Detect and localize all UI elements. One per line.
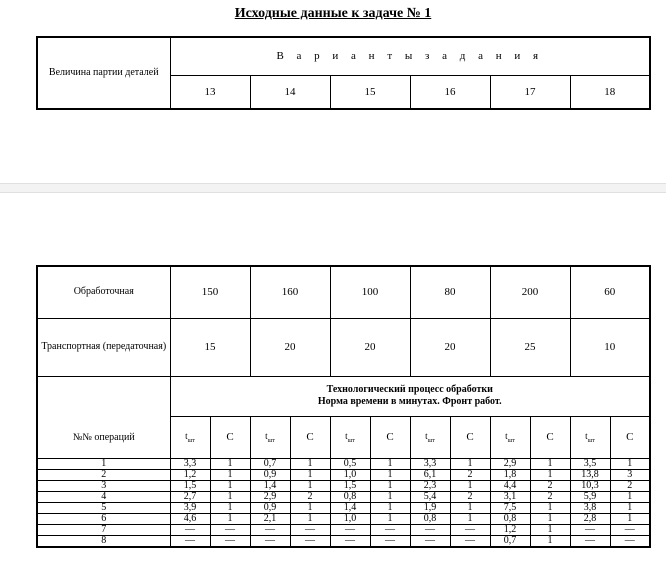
batch-row bbox=[37, 318, 650, 376]
c-cell: 3 bbox=[610, 469, 650, 480]
operation-number: 1 bbox=[37, 458, 170, 469]
t-sht-cell: 1,8 bbox=[490, 469, 530, 480]
variant-number-cell: 15 bbox=[330, 75, 410, 109]
t-symbol: t bbox=[345, 430, 348, 441]
c-cell: 1 bbox=[610, 513, 650, 524]
c-header: C bbox=[370, 416, 410, 458]
t-sht-cell: 13,8 bbox=[570, 469, 610, 480]
process-title-line1: Технологический процесс обработки bbox=[326, 384, 493, 395]
c-cell: 1 bbox=[450, 502, 490, 513]
c-cell: 1 bbox=[370, 491, 410, 502]
t-sht-cell: 1,4 bbox=[250, 480, 290, 491]
c-cell: 1 bbox=[290, 513, 330, 524]
process-title-line2: Норма времени в минутах. Фронт работ. bbox=[317, 396, 502, 407]
variant-number-cell: 17 bbox=[490, 75, 570, 109]
c-cell: 1 bbox=[210, 491, 250, 502]
c-cell: 1 bbox=[610, 458, 650, 469]
c-cell: — bbox=[450, 524, 490, 535]
c-cell: 1 bbox=[450, 513, 490, 524]
variant-number-cell: 14 bbox=[250, 75, 330, 109]
c-cell: 1 bbox=[370, 469, 410, 480]
batch-value-cell: 20 bbox=[330, 318, 410, 376]
c-cell: 1 bbox=[530, 513, 570, 524]
t-sht-cell: 3,5 bbox=[570, 458, 610, 469]
t-sht-cell: — bbox=[330, 524, 370, 535]
t-sht-cell: 1,5 bbox=[330, 480, 370, 491]
batch-value-cell: 60 bbox=[570, 266, 650, 318]
c-cell: 2 bbox=[450, 469, 490, 480]
table-row bbox=[37, 469, 650, 480]
t-sht-header bbox=[410, 416, 450, 458]
t-sht-cell: — bbox=[570, 524, 610, 535]
t-sht-cell: 3,9 bbox=[170, 502, 210, 513]
c-cell: 1 bbox=[290, 480, 330, 491]
page-break bbox=[0, 183, 666, 193]
c-cell: 1 bbox=[210, 469, 250, 480]
c-header: C bbox=[210, 416, 250, 458]
c-cell: 1 bbox=[450, 458, 490, 469]
table-row bbox=[37, 513, 650, 524]
table-row bbox=[37, 524, 650, 535]
batch-row-label: Транспортная (передаточная) bbox=[37, 318, 170, 376]
batch-row-label: Обработочная bbox=[37, 266, 170, 318]
c-cell: 1 bbox=[450, 480, 490, 491]
c-cell: 1 bbox=[530, 469, 570, 480]
t-sht-cell: — bbox=[410, 524, 450, 535]
t-sht-cell: 3,3 bbox=[170, 458, 210, 469]
t-subscript: шт bbox=[187, 437, 195, 444]
variant-number-cell: 13 bbox=[170, 75, 250, 109]
table-row bbox=[37, 502, 650, 513]
process-title-row bbox=[37, 376, 650, 416]
c-cell: 1 bbox=[210, 480, 250, 491]
t-symbol: t bbox=[265, 430, 268, 441]
c-cell: 2 bbox=[530, 491, 570, 502]
t-subscript: шт bbox=[427, 437, 435, 444]
t-sht-cell: — bbox=[570, 535, 610, 547]
c-cell: 2 bbox=[530, 480, 570, 491]
t-sht-cell: 1,0 bbox=[330, 513, 370, 524]
operation-number: 4 bbox=[37, 491, 170, 502]
t-sht-cell: 0,8 bbox=[490, 513, 530, 524]
t-sht-cell: — bbox=[170, 524, 210, 535]
variant-number-cell: 18 bbox=[570, 75, 650, 109]
batch-size-header: Величина партии деталей bbox=[37, 37, 170, 109]
batch-value-cell: 150 bbox=[170, 266, 250, 318]
t-sht-cell: 4,4 bbox=[490, 480, 530, 491]
t-sht-cell: 0,8 bbox=[330, 491, 370, 502]
c-cell: 2 bbox=[290, 491, 330, 502]
batch-value-cell: 160 bbox=[250, 266, 330, 318]
t-sht-cell: — bbox=[410, 535, 450, 547]
batch-value-cell: 100 bbox=[330, 266, 410, 318]
t-symbol: t bbox=[505, 430, 508, 441]
t-sht-header bbox=[490, 416, 530, 458]
c-cell: 1 bbox=[610, 502, 650, 513]
c-cell: — bbox=[610, 535, 650, 547]
c-cell: — bbox=[610, 524, 650, 535]
c-cell: — bbox=[290, 524, 330, 535]
c-cell: — bbox=[370, 524, 410, 535]
t-sht-cell: 1,5 bbox=[170, 480, 210, 491]
t-subscript: шт bbox=[507, 437, 515, 444]
batch-value-cell: 15 bbox=[170, 318, 250, 376]
batch-value-cell: 80 bbox=[410, 266, 490, 318]
c-cell: 1 bbox=[290, 469, 330, 480]
c-cell: — bbox=[450, 535, 490, 547]
c-cell: 1 bbox=[370, 458, 410, 469]
table-row bbox=[37, 480, 650, 491]
t-sht-cell: 2,3 bbox=[410, 480, 450, 491]
t-sht-cell: 2,8 bbox=[570, 513, 610, 524]
operation-number: 3 bbox=[37, 480, 170, 491]
t-sht-cell: 1,0 bbox=[330, 469, 370, 480]
t-symbol: t bbox=[425, 430, 428, 441]
c-cell: 1 bbox=[610, 491, 650, 502]
t-sht-cell: 3,3 bbox=[410, 458, 450, 469]
batch-value-cell: 200 bbox=[490, 266, 570, 318]
t-sht-cell: — bbox=[250, 524, 290, 535]
t-sht-cell: 1,9 bbox=[410, 502, 450, 513]
t-sht-cell: 5,4 bbox=[410, 491, 450, 502]
c-cell: 2 bbox=[610, 480, 650, 491]
t-sht-cell: 3,1 bbox=[490, 491, 530, 502]
t-symbol: t bbox=[185, 430, 188, 441]
c-cell: 1 bbox=[370, 480, 410, 491]
t-sht-cell: 4,6 bbox=[170, 513, 210, 524]
t-subscript: шт bbox=[347, 437, 355, 444]
t-sht-cell: 2,7 bbox=[170, 491, 210, 502]
c-cell: 2 bbox=[450, 491, 490, 502]
ops-header bbox=[37, 376, 170, 458]
t-subscript: шт bbox=[587, 437, 595, 444]
c-cell: 1 bbox=[210, 513, 250, 524]
variant-number-cell: 16 bbox=[410, 75, 490, 109]
t-subscript: шт bbox=[267, 437, 275, 444]
t-sht-cell: — bbox=[330, 535, 370, 547]
c-cell: — bbox=[210, 524, 250, 535]
c-cell: — bbox=[290, 535, 330, 547]
t-sht-cell: 10,3 bbox=[570, 480, 610, 491]
t-sht-cell: — bbox=[250, 535, 290, 547]
t-sht-cell: 0,7 bbox=[250, 458, 290, 469]
table-row bbox=[37, 535, 650, 547]
t-sht-header bbox=[570, 416, 610, 458]
process-title bbox=[170, 376, 650, 416]
t-sht-cell: 7,5 bbox=[490, 502, 530, 513]
t-sht-cell: 1,2 bbox=[170, 469, 210, 480]
page-title: Исходные данные к задаче № 1 bbox=[234, 6, 432, 21]
t-sht-header bbox=[330, 416, 370, 458]
t-sht-cell: 0,9 bbox=[250, 502, 290, 513]
c-cell: 1 bbox=[290, 458, 330, 469]
c-cell: 1 bbox=[530, 524, 570, 535]
operation-number: 6 bbox=[37, 513, 170, 524]
batch-value-cell: 25 bbox=[490, 318, 570, 376]
t-sht-cell: 2,1 bbox=[250, 513, 290, 524]
t-sht-cell: 5,9 bbox=[570, 491, 610, 502]
t-sht-cell: 2,9 bbox=[250, 491, 290, 502]
c-cell: 1 bbox=[530, 458, 570, 469]
c-cell: — bbox=[370, 535, 410, 547]
variants-header-table bbox=[36, 36, 651, 110]
t-sht-header bbox=[170, 416, 210, 458]
t-symbol: t bbox=[585, 430, 588, 441]
t-sht-cell: 0,5 bbox=[330, 458, 370, 469]
t-sht-cell: 0,7 bbox=[490, 535, 530, 547]
c-cell: 1 bbox=[290, 502, 330, 513]
process-data-table bbox=[36, 265, 651, 548]
t-sht-cell: — bbox=[170, 535, 210, 547]
c-header: C bbox=[450, 416, 490, 458]
t-sht-cell: 2,9 bbox=[490, 458, 530, 469]
ops-header-label: №№ операций bbox=[72, 431, 135, 443]
c-header: C bbox=[610, 416, 650, 458]
c-cell: 1 bbox=[530, 502, 570, 513]
c-cell: 1 bbox=[210, 502, 250, 513]
t-sht-cell: 0,8 bbox=[410, 513, 450, 524]
t-sht-cell: 3,8 bbox=[570, 502, 610, 513]
batch-value-cell: 20 bbox=[250, 318, 330, 376]
c-cell: 1 bbox=[210, 458, 250, 469]
c-cell: 1 bbox=[530, 535, 570, 547]
c-cell: 1 bbox=[370, 502, 410, 513]
t-sht-cell: 0,9 bbox=[250, 469, 290, 480]
batch-value-cell: 20 bbox=[410, 318, 490, 376]
operation-number: 2 bbox=[37, 469, 170, 480]
table-row bbox=[37, 491, 650, 502]
c-cell: — bbox=[210, 535, 250, 547]
table-row bbox=[37, 458, 650, 469]
batch-value-cell: 10 bbox=[570, 318, 650, 376]
operation-number: 7 bbox=[37, 524, 170, 535]
c-cell: 1 bbox=[370, 513, 410, 524]
t-sht-header bbox=[250, 416, 290, 458]
variants-header: В а р и а н т ы з а д а н и я bbox=[170, 37, 650, 75]
c-header: C bbox=[290, 416, 330, 458]
operation-number: 8 bbox=[37, 535, 170, 547]
t-sht-cell: 1,4 bbox=[330, 502, 370, 513]
t-sht-cell: 1,2 bbox=[490, 524, 530, 535]
t-sht-cell: 6,1 bbox=[410, 469, 450, 480]
c-header: C bbox=[530, 416, 570, 458]
operation-number: 5 bbox=[37, 502, 170, 513]
batch-row bbox=[37, 266, 650, 318]
